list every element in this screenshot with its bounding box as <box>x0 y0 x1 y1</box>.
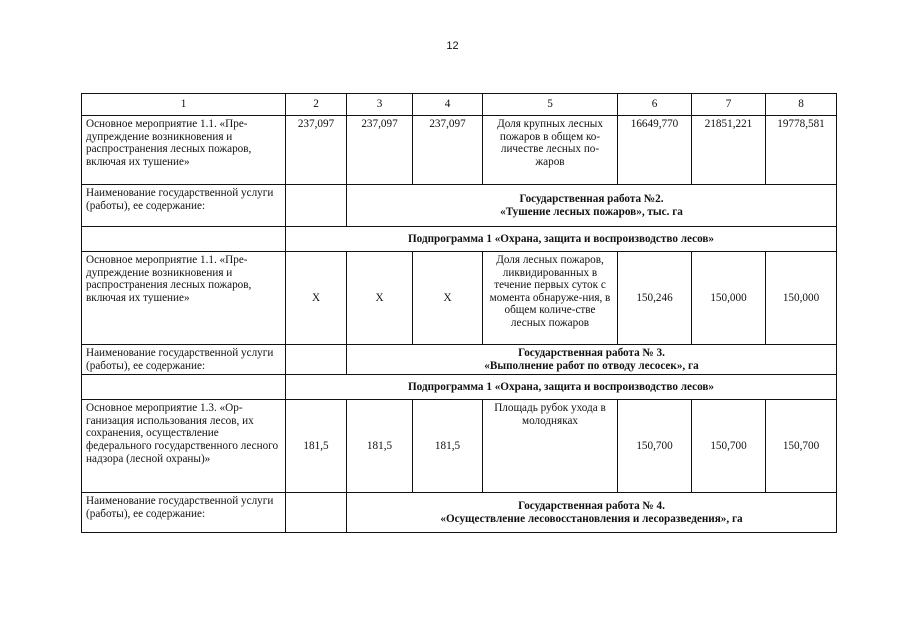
table-row <box>82 400 837 493</box>
empty-cell <box>286 493 347 533</box>
header-cell: 2 <box>286 94 347 116</box>
header-cell: 8 <box>766 94 837 116</box>
value-cell: 150,700 <box>766 400 837 493</box>
empty-cell <box>82 375 286 400</box>
service-label: Наименование государственной услуги (работы), ее содержание: <box>82 345 286 375</box>
value-cell: 150,700 <box>692 400 766 493</box>
program-table <box>81 93 837 533</box>
value-cell: 150,700 <box>618 400 692 493</box>
value-cell: 150,000 <box>692 252 766 345</box>
measure-cell: Основное мероприятие 1.3. «Ор-ганизация использования лесов, их сохранения, осуществление федерального государственного лесного надзора (лесной охраны)» <box>82 400 286 493</box>
service-row <box>82 185 837 227</box>
value-cell: 181,5 <box>413 400 483 493</box>
value-cell: 237,097 <box>286 116 347 185</box>
service-title <box>347 493 837 533</box>
value-cell: 21851,221 <box>692 116 766 185</box>
header-cell: 6 <box>618 94 692 116</box>
value-cell: 237,097 <box>413 116 483 185</box>
indicator-cell: Доля крупных лесных пожаров в общем ко-личестве лесных по-жаров <box>483 116 618 185</box>
table-row <box>82 252 837 345</box>
service-title <box>347 345 837 375</box>
service-row <box>82 493 837 533</box>
header-row <box>82 94 837 116</box>
service-title-line: «Тушение лесных пожаров», тыс. га <box>500 205 683 218</box>
header-cell: 7 <box>692 94 766 116</box>
service-title-line: «Выполнение работ по отводу лесосек», га <box>484 359 699 372</box>
subprogram-row <box>82 227 837 252</box>
page-number: 12 <box>446 40 459 52</box>
value-cell: 181,5 <box>286 400 347 493</box>
value-cell: Х <box>286 252 347 345</box>
indicator-cell: Доля лесных пожаров, ликвидированных в течение первых суток с момента обнаруже-ния, в общем количе-стве лесных пожаров <box>483 252 618 345</box>
subprogram-title: Подпрограмма 1 «Охрана, защита и воспроизводство лесов» <box>286 227 837 252</box>
measure-cell: Основное мероприятие 1.1. «Пре-дупреждение возникновения и распространения лесных пожаров, включая их тушение» <box>82 116 286 185</box>
value-cell: 19778,581 <box>766 116 837 185</box>
service-title-line: Государственная работа № 4. <box>518 500 665 513</box>
value-cell: 150,000 <box>766 252 837 345</box>
empty-cell <box>82 227 286 252</box>
service-title-line: Государственная работа №2. <box>519 192 664 205</box>
service-row <box>82 345 837 375</box>
subprogram-title: Подпрограмма 1 «Охрана, защита и воспроизводство лесов» <box>286 375 837 400</box>
subprogram-row <box>82 375 837 400</box>
value-cell: Х <box>413 252 483 345</box>
empty-cell <box>286 345 347 375</box>
service-title-line: Государственная работа № 3. <box>518 347 665 359</box>
service-title <box>347 185 837 227</box>
header-cell: 5 <box>483 94 618 116</box>
service-label: Наименование государственной услуги (работы), ее содержание: <box>82 185 286 227</box>
indicator-cell: Площадь рубок ухода в молодняках <box>483 400 618 493</box>
value-cell: 237,097 <box>347 116 413 185</box>
empty-cell <box>286 185 347 227</box>
service-label: Наименование государственной услуги (работы), ее содержание: <box>82 493 286 533</box>
measure-cell: Основное мероприятие 1.1. «Пре-дупреждение возникновения и распространения лесных пожаров, включая их тушение» <box>82 252 286 345</box>
value-cell: 16649,770 <box>618 116 692 185</box>
value-cell: 150,246 <box>618 252 692 345</box>
value-cell: 181,5 <box>347 400 413 493</box>
value-cell: Х <box>347 252 413 345</box>
header-cell: 3 <box>347 94 413 116</box>
service-title-line: «Осуществление лесовосстановления и лесоразведения», га <box>440 512 743 525</box>
header-cell: 4 <box>413 94 483 116</box>
header-cell: 1 <box>82 94 286 116</box>
table-row <box>82 116 837 185</box>
